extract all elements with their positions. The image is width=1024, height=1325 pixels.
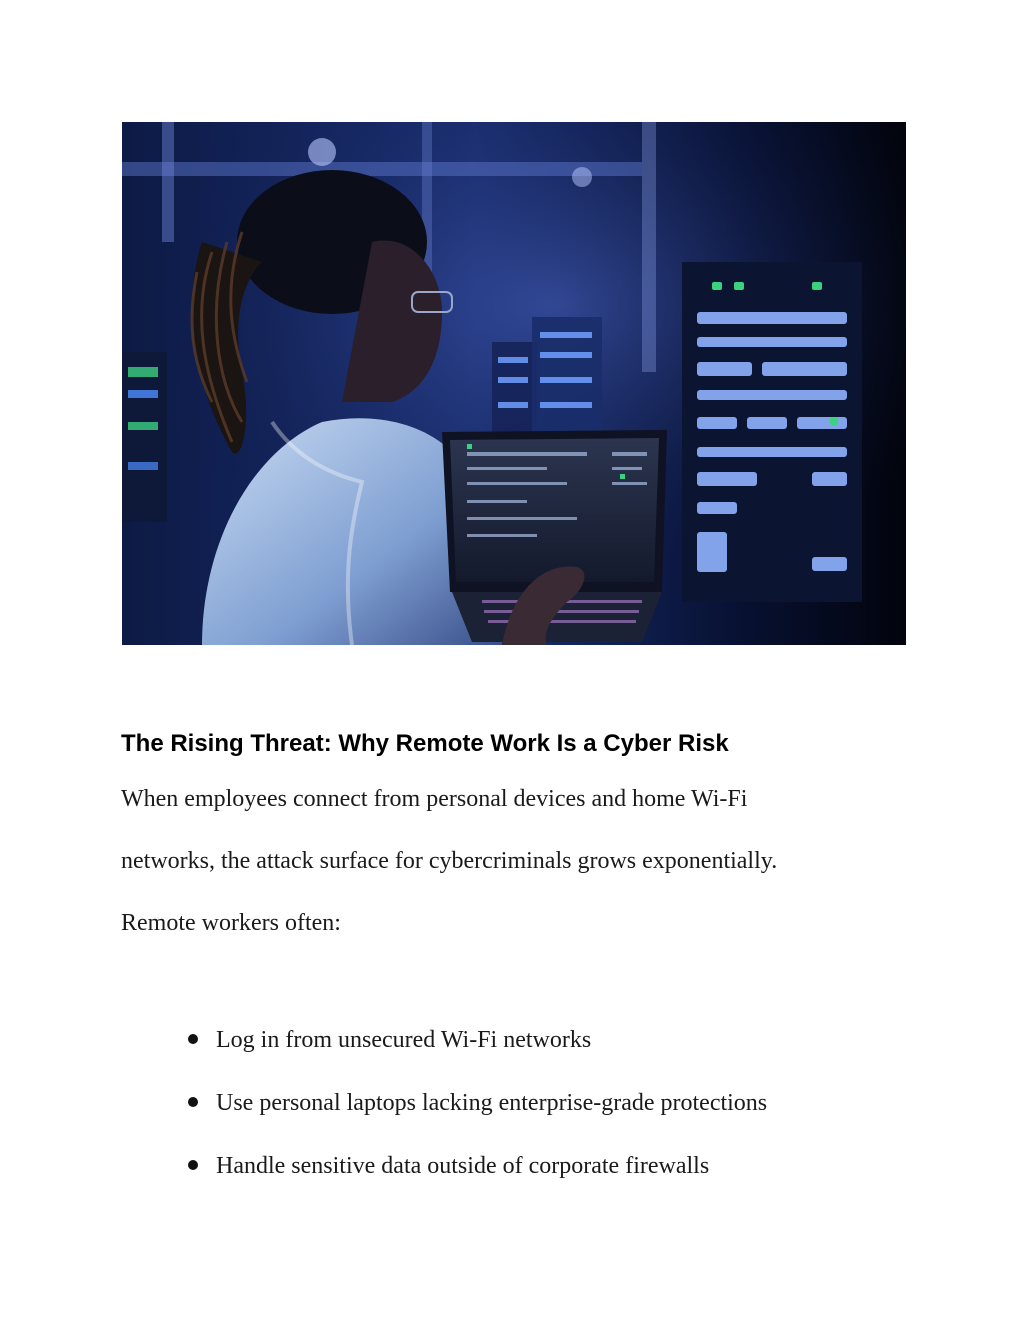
list-item (188, 1022, 767, 1085)
hero-image (122, 122, 906, 645)
list-item (188, 1085, 767, 1148)
person-at-laptop-server-room-photo (122, 122, 906, 645)
paragraph-line: networks, the attack surface for cybercriminals grows exponentially. (121, 848, 778, 874)
bullet-icon (188, 1160, 198, 1170)
paragraph-line: When employees connect from personal devices and home Wi‑Fi (121, 786, 748, 812)
intro-paragraph (121, 781, 911, 967)
risk-list (188, 1022, 767, 1211)
section-heading: The Rising Threat: Why Remote Work Is a Cyber Risk (121, 730, 729, 757)
list-item-text: Log in from unsecured Wi‑Fi networks (216, 1027, 592, 1053)
list-item-text: Handle sensitive data outside of corporate firewalls (216, 1153, 710, 1179)
bullet-icon (188, 1097, 198, 1107)
bullet-icon (188, 1034, 198, 1044)
list-item (188, 1148, 767, 1211)
list-item-text: Use personal laptops lacking enterprise-grade protections (216, 1090, 768, 1116)
paragraph-line: Remote workers often: (121, 910, 341, 936)
